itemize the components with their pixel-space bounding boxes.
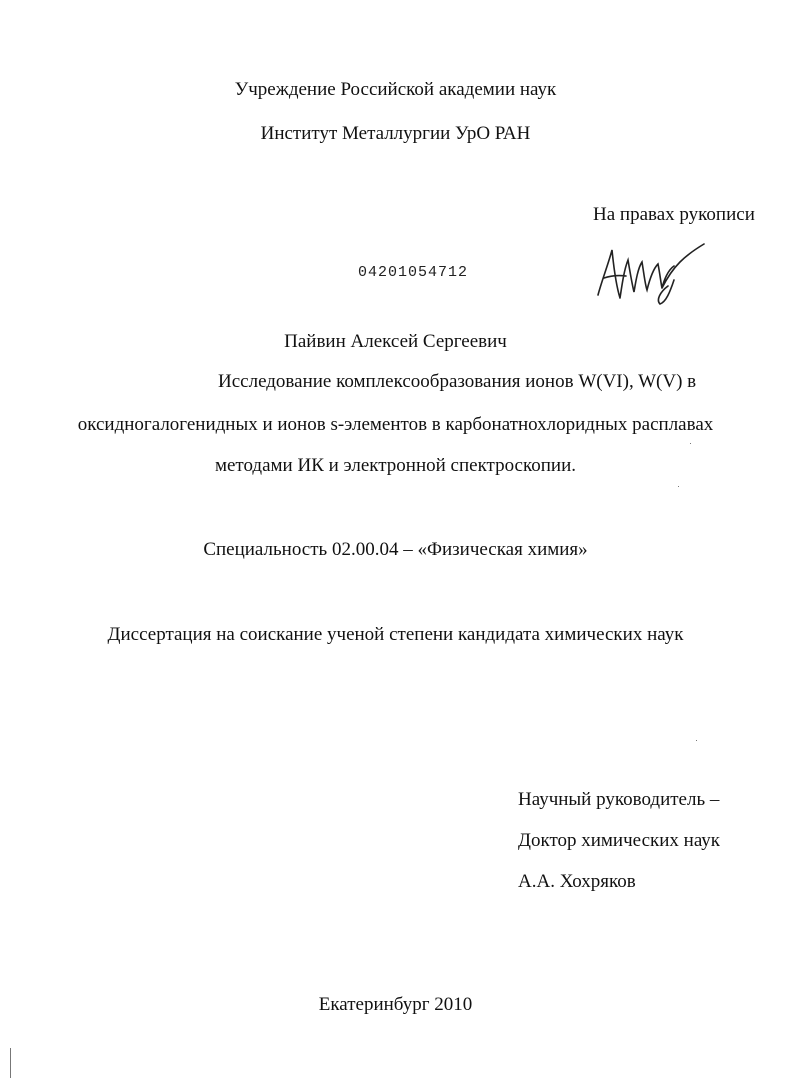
rights-note: На правах рукописи	[593, 204, 755, 225]
degree-statement: Диссертация на соискание ученой степени кандидата химических наук	[107, 624, 684, 645]
author-signature	[590, 240, 710, 310]
author-name: Пайвин Алексей Сергеевич	[284, 331, 507, 352]
supervisor-label: Научный руководитель –	[518, 789, 720, 810]
supervisor-name: А.А. Хохряков	[518, 871, 636, 892]
title-line-1: Исследование комплексообразования ионов W(VI), W(V) в	[218, 371, 697, 392]
supervisor-degree: Доктор химических наук	[518, 830, 721, 851]
scan-margin-mark	[10, 1048, 11, 1078]
title-line-2: оксидногалогенидных и ионов s-элементов в карбонатнохлоридных расплавах	[77, 414, 714, 435]
scan-speck	[690, 443, 691, 444]
scan-speck	[696, 740, 697, 741]
registration-number: 04201054712	[358, 264, 469, 281]
institution-line-2: Институт Металлургии УрО РАН	[260, 123, 531, 144]
institution-line-1: Учреждение Российской академии наук	[234, 79, 557, 100]
scan-speck	[678, 486, 679, 487]
title-line-3: методами ИК и электронной спектроскопии.	[214, 455, 577, 476]
city-year: Екатеринбург 2010	[318, 994, 473, 1015]
specialty: Специальность 02.00.04 – «Физическая химия»	[203, 539, 588, 560]
